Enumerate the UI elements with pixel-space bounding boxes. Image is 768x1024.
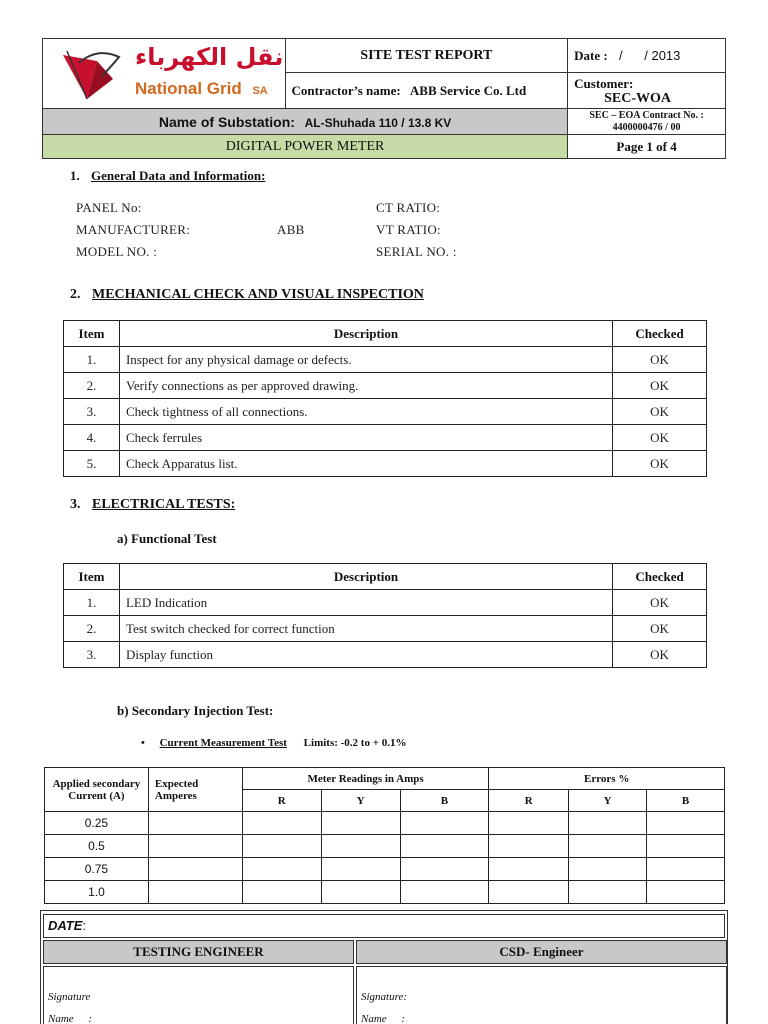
applied-current-value: 0.75 bbox=[45, 858, 149, 881]
row-description: Display function bbox=[119, 642, 612, 668]
table-row bbox=[45, 812, 725, 835]
row-description: Check Apparatus list. bbox=[119, 451, 612, 477]
applied-current-value: 0.5 bbox=[45, 835, 149, 858]
col-item: Item bbox=[64, 564, 120, 590]
row-checked: OK bbox=[613, 425, 707, 451]
current-measurement-table bbox=[44, 767, 725, 904]
contract-cell bbox=[568, 109, 726, 135]
row-checked: OK bbox=[613, 373, 707, 399]
table-row bbox=[64, 616, 707, 642]
limits-text: Limits: -0.2 to + 0.1% bbox=[303, 737, 407, 749]
row-description: Check tightness of all connections. bbox=[119, 399, 612, 425]
table-row bbox=[64, 642, 707, 668]
row-checked: OK bbox=[613, 451, 707, 477]
name-label-left-text: Name bbox=[48, 1013, 74, 1024]
logo-sa-text: SA bbox=[252, 85, 268, 97]
table-header-row bbox=[64, 321, 707, 347]
row-item: 3. bbox=[64, 642, 120, 668]
applied-current-value: 1.0 bbox=[45, 881, 149, 904]
mechanical-heading bbox=[70, 287, 424, 303]
bullet-icon: • bbox=[141, 737, 145, 749]
row-description: Check ferrules bbox=[119, 425, 612, 451]
row-description: Verify connections as per approved drawing. bbox=[119, 373, 612, 399]
vt-ratio-label: VT RATIO: bbox=[376, 222, 441, 237]
report-header bbox=[42, 38, 726, 159]
general-heading-num: 1. bbox=[70, 168, 80, 183]
equipment-title: DIGITAL POWER METER bbox=[43, 135, 568, 159]
row-checked: OK bbox=[613, 347, 707, 373]
footer-signature-block bbox=[40, 910, 728, 1024]
secondary-injection-heading: b) Secondary Injection Test: bbox=[117, 703, 274, 718]
row-description: LED Indication bbox=[119, 590, 612, 616]
table-row bbox=[64, 590, 707, 616]
table-row bbox=[64, 451, 707, 477]
meter-phase-y: Y bbox=[321, 790, 400, 812]
electrical-heading bbox=[70, 497, 235, 513]
footer-date-row bbox=[43, 914, 725, 938]
table-row bbox=[64, 347, 707, 373]
name-colon-left: : bbox=[88, 1013, 93, 1024]
electrical-heading-num: 3. bbox=[70, 497, 81, 512]
name-colon-right: : bbox=[401, 1013, 406, 1024]
csd-engineer-header: CSD- Engineer bbox=[356, 940, 727, 964]
manufacturer-value: ABB bbox=[277, 222, 305, 237]
model-no-label: MODEL NO. : bbox=[76, 244, 158, 259]
row-checked: OK bbox=[613, 616, 707, 642]
row-item: 3. bbox=[64, 399, 120, 425]
meter-phase-b: B bbox=[400, 790, 489, 812]
page-number: Page 1 of 4 bbox=[568, 135, 726, 159]
electrical-heading-text: ELECTRICAL TESTS: bbox=[92, 497, 236, 512]
table-header-row bbox=[64, 564, 707, 590]
signature-label-right: Signature: bbox=[361, 991, 408, 1003]
col-checked: Checked bbox=[613, 321, 707, 347]
error-phase-r: R bbox=[489, 790, 569, 812]
row-description: Test switch checked for correct function bbox=[119, 616, 612, 642]
substation-cell bbox=[43, 109, 568, 135]
customer-label: Customer: bbox=[574, 75, 634, 91]
name-label-right-text: Name bbox=[361, 1013, 387, 1024]
name-label-right bbox=[361, 1013, 405, 1024]
contract-label: SEC – EOA Contract No. : bbox=[589, 109, 704, 121]
error-phase-b: B bbox=[647, 790, 725, 812]
mechanical-table bbox=[63, 320, 707, 477]
substation-label: Name of Substation: bbox=[158, 113, 295, 130]
signature-label-left: Signature bbox=[48, 991, 91, 1003]
meter-phase-r: R bbox=[242, 790, 321, 812]
col-description: Description bbox=[119, 564, 612, 590]
table-row bbox=[64, 425, 707, 451]
table-row bbox=[45, 835, 725, 858]
serial-no-label: SERIAL NO. : bbox=[376, 244, 457, 259]
mechanical-heading-text: MECHANICAL CHECK AND VISUAL INSPECTION bbox=[92, 287, 424, 302]
ct-ratio-label: CT RATIO: bbox=[376, 200, 441, 215]
col-item: Item bbox=[64, 321, 120, 347]
row-checked: OK bbox=[613, 399, 707, 425]
applied-current-value: 0.25 bbox=[45, 812, 149, 835]
col-expected-amperes: Expected Amperes bbox=[148, 768, 242, 812]
date-label: Date : bbox=[574, 47, 608, 63]
row-checked: OK bbox=[613, 590, 707, 616]
row-item: 4. bbox=[64, 425, 120, 451]
row-item: 2. bbox=[64, 373, 120, 399]
report-title: SITE TEST REPORT bbox=[285, 39, 568, 73]
col-description: Description bbox=[119, 321, 612, 347]
panel-no-label: PANEL No: bbox=[76, 200, 142, 215]
csd-engineer-sign-box bbox=[356, 966, 727, 1024]
national-grid-logo-icon bbox=[57, 43, 127, 107]
manufacturer-label: MANUFACTURER: bbox=[76, 222, 191, 237]
logo-english bbox=[135, 79, 268, 99]
logo-arabic-text: نقل الكهرباء bbox=[135, 43, 284, 71]
col-meter-readings: Meter Readings in Amps bbox=[242, 768, 489, 790]
footer-date-colon: : bbox=[82, 918, 87, 933]
row-checked: OK bbox=[613, 642, 707, 668]
contractor-label: Contractor’s name: bbox=[291, 82, 401, 98]
date-value: / / 2013 bbox=[618, 47, 681, 63]
row-item: 1. bbox=[64, 590, 120, 616]
date-cell bbox=[568, 39, 726, 73]
current-test-label: Current Measurement Test bbox=[159, 737, 287, 749]
name-label-left bbox=[48, 1013, 92, 1024]
general-heading-text: General Data and Information: bbox=[91, 168, 266, 183]
col-checked: Checked bbox=[613, 564, 707, 590]
testing-engineer-header: TESTING ENGINEER bbox=[43, 940, 354, 964]
functional-test-heading: a) Functional Test bbox=[117, 531, 217, 546]
general-heading bbox=[70, 168, 265, 184]
row-item: 5. bbox=[64, 451, 120, 477]
mechanical-heading-num: 2. bbox=[70, 287, 81, 302]
table-row bbox=[64, 399, 707, 425]
row-item: 2. bbox=[64, 616, 120, 642]
customer-value: SEC-WOA bbox=[604, 90, 672, 106]
error-phase-y: Y bbox=[569, 790, 647, 812]
contract-value: 4400000476 / 00 bbox=[612, 121, 681, 133]
customer-cell bbox=[568, 73, 726, 109]
table-row bbox=[45, 881, 725, 904]
logo-cell bbox=[43, 39, 286, 109]
row-description: Inspect for any physical damage or defects. bbox=[119, 347, 612, 373]
contractor-cell bbox=[285, 73, 568, 109]
table-row bbox=[45, 858, 725, 881]
col-applied-current: Applied secondary Current (A) bbox=[45, 768, 149, 812]
functional-table bbox=[63, 563, 707, 668]
testing-engineer-sign-box bbox=[43, 966, 354, 1024]
row-item: 1. bbox=[64, 347, 120, 373]
substation-value: AL-Shuhada 110 / 13.8 KV bbox=[304, 115, 452, 130]
footer-date-label: DATE bbox=[48, 918, 83, 933]
col-errors: Errors % bbox=[489, 768, 725, 790]
table-row bbox=[64, 373, 707, 399]
current-test-line bbox=[141, 737, 407, 749]
logo-english-text: National Grid bbox=[135, 79, 242, 98]
contractor-value: ABB Service Co. Ltd bbox=[409, 82, 527, 98]
